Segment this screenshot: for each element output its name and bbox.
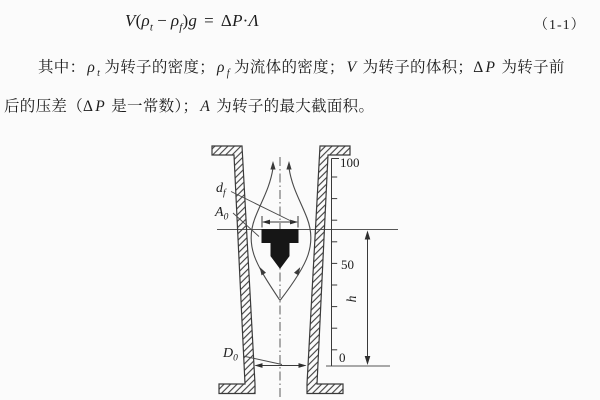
flow-arrow-up-left-icon [270,161,275,170]
var-P: P [95,98,106,115]
var-P: P [485,59,496,76]
var-delta: Δ [473,59,484,76]
eq-var-rho-f: ρ [170,11,180,30]
var-rho-t: ρ [87,59,96,76]
flow-arrow-mid-left-icon [257,266,266,276]
d0-arrowhead-left-icon [255,363,263,368]
scale-label-50: 50 [341,257,354,272]
scale-ruler [332,159,340,367]
text-segment: 其中： [38,59,86,76]
eq-paren-open: ( [135,11,142,30]
text-segment: 为流体的密度； [229,59,345,76]
eq-paren-close: ) [182,11,189,30]
var-A: A [200,98,211,115]
equation-number: （1-1） [534,18,586,33]
a0-label: $A_0$ [215,205,229,223]
eq-dot: · [242,11,249,30]
eq-delta: Δ [220,11,233,30]
eq-var-V: V [125,11,136,30]
text-segment: 为转子的体积； [358,59,474,76]
text-segment: 是一常数）； [107,98,199,115]
var-rho-f: ρ [217,59,225,76]
scale-label-0: 0 [339,350,346,365]
scale-label-100: 100 [340,155,360,170]
height-label: h [344,295,359,303]
eq-minus: − [157,11,167,30]
h-arrowhead-bottom-icon [365,356,371,365]
text-segment: 为转子的最大截面积。 [212,98,375,115]
d0-label: $D_0$ [223,346,238,364]
eq-sub-t: t [149,21,154,34]
eq-sub-f: f [179,21,183,34]
df-arrowhead-right-icon [290,220,298,225]
df-arrowhead-left-icon [262,220,270,225]
float-shape [262,230,298,269]
var-delta: Δ [83,98,94,115]
var-V: V [346,59,357,76]
var-sub-t: t [97,68,101,80]
eq-var-g: g [188,11,198,30]
text-segment: 为转子的密度； [100,59,216,76]
text-segment: 为转子前 [497,59,565,76]
df-label: $d_f$ [216,181,226,199]
eq-var-P: P [232,11,243,30]
eq-var-A: Λ [248,11,259,30]
var-sub-f: f [226,68,230,80]
eq-equals: = [204,11,214,30]
d0-arrowhead-right-icon [299,363,307,368]
text-segment: 后的压差（ [4,98,84,115]
eq-var-rho-t: ρ [141,11,150,30]
h-arrowhead-top-icon [365,231,371,240]
flow-arrow-up-right-icon [286,161,291,170]
